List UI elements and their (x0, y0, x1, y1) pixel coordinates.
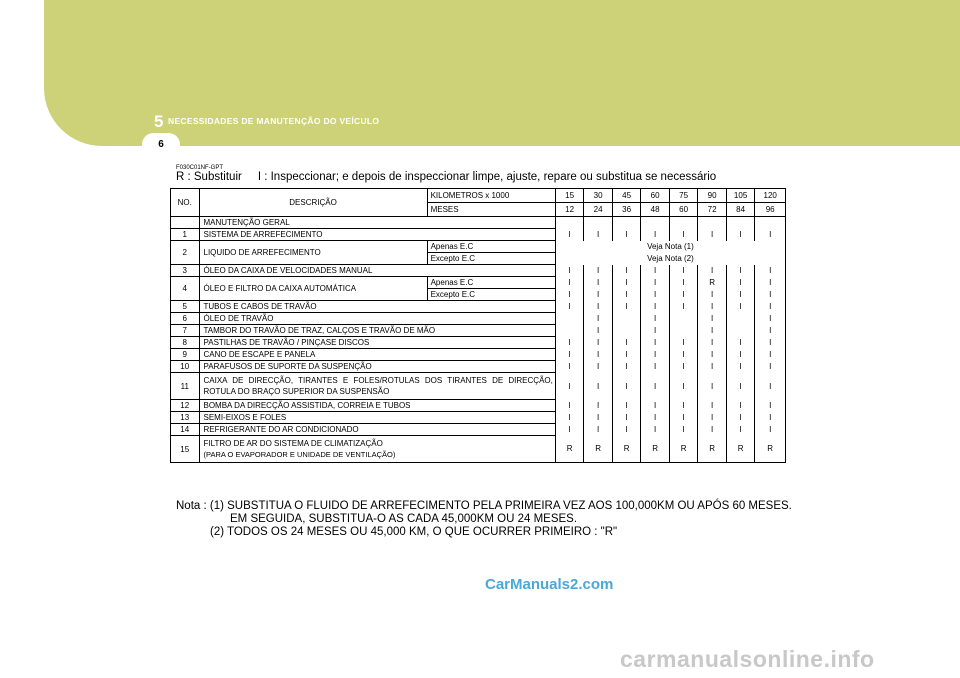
interval-cell (726, 325, 755, 337)
interval-cell: I (726, 289, 755, 301)
interval-cell: I (698, 400, 727, 412)
header-months-value: 24 (584, 203, 613, 217)
interval-cell: I (669, 349, 698, 361)
interval-cell: I (584, 424, 613, 436)
interval-cell: R (726, 436, 755, 463)
interval-cell: I (555, 301, 584, 313)
interval-cell: I (726, 349, 755, 361)
interval-cell: I (698, 289, 727, 301)
interval-cell: I (726, 229, 755, 241)
interval-cell: I (641, 289, 670, 301)
interval-cell: I (755, 301, 786, 313)
interval-cell: I (555, 400, 584, 412)
interval-cell: I (555, 337, 584, 349)
interval-cell: R (698, 436, 727, 463)
interval-cell: I (698, 412, 727, 424)
interval-cell: I (755, 265, 786, 277)
header-months-value: 72 (698, 203, 727, 217)
notes-label: Nota : (176, 500, 207, 512)
interval-cell: I (755, 277, 786, 289)
interval-cell: I (612, 301, 641, 313)
section-number: 5 (154, 112, 164, 131)
header-km-value: 60 (641, 189, 670, 203)
general-label: MANUTENÇÃO GERAL (199, 217, 555, 229)
interval-cell: R (698, 277, 727, 289)
interval-cell: I (669, 373, 698, 400)
interval-cell: I (641, 424, 670, 436)
interval-cell: I (669, 301, 698, 313)
header-months-value: 12 (555, 203, 584, 217)
interval-cell: I (698, 265, 727, 277)
interval-cell: I (584, 349, 613, 361)
row-note: Veja Nota (1) (555, 241, 785, 253)
row-no: 12 (171, 400, 200, 412)
row-no: 3 (171, 265, 200, 277)
interval-cell: I (555, 265, 584, 277)
interval-cell: I (698, 325, 727, 337)
header-km-value: 75 (669, 189, 698, 203)
interval-cell: I (755, 400, 786, 412)
interval-cell: I (669, 361, 698, 373)
interval-cell: I (612, 265, 641, 277)
interval-cell: R (612, 436, 641, 463)
interval-cell: I (641, 400, 670, 412)
interval-cell: I (555, 412, 584, 424)
row-sub-label: Apenas E.C (427, 241, 555, 253)
interval-cell: R (755, 436, 786, 463)
row-no: 8 (171, 337, 200, 349)
interval-cell (555, 313, 584, 325)
interval-cell (555, 325, 584, 337)
interval-cell: I (698, 337, 727, 349)
row-description: ÓLEO DE TRAVÃO (199, 313, 555, 325)
interval-cell: I (726, 265, 755, 277)
interval-cell: I (698, 349, 727, 361)
legend-replace: R : Substituir (176, 171, 242, 183)
interval-cell: I (612, 361, 641, 373)
interval-cell: I (555, 277, 584, 289)
interval-cell: I (669, 265, 698, 277)
interval-cell: I (641, 337, 670, 349)
interval-cell: I (726, 412, 755, 424)
interval-cell: I (755, 412, 786, 424)
row-description: SISTEMA DE ARREFECIMENTO (199, 229, 555, 241)
interval-cell: I (555, 424, 584, 436)
general-cell (755, 217, 786, 229)
general-cell (726, 217, 755, 229)
interval-cell: I (612, 400, 641, 412)
interval-cell: I (755, 361, 786, 373)
interval-cell: I (755, 337, 786, 349)
interval-cell: I (641, 265, 670, 277)
note-2: (2) TODOS OS 24 MESES OU 45,000 KM, O QUE OCURRER PRIMEIRO : "R" (210, 526, 618, 538)
interval-cell: I (698, 361, 727, 373)
row-sub-label: Excepto E.C (427, 289, 555, 301)
interval-cell: I (612, 337, 641, 349)
interval-cell (726, 313, 755, 325)
interval-cell (612, 325, 641, 337)
header-km-value: 120 (755, 189, 786, 203)
interval-cell: I (612, 424, 641, 436)
interval-cell: I (698, 373, 727, 400)
interval-cell: I (641, 229, 670, 241)
header-km-value: 105 (726, 189, 755, 203)
header-km-value: 45 (612, 189, 641, 203)
interval-cell: I (641, 325, 670, 337)
interval-cell: I (612, 277, 641, 289)
watermark-carmanualsonline: carmanualsonline.info (620, 646, 875, 672)
interval-cell: I (726, 337, 755, 349)
interval-cell: I (641, 301, 670, 313)
header-months-value: 60 (669, 203, 698, 217)
row-sub-label: Apenas E.C (427, 277, 555, 289)
interval-cell: I (726, 373, 755, 400)
general-cell (669, 217, 698, 229)
interval-cell: I (698, 229, 727, 241)
interval-cell: I (612, 373, 641, 400)
interval-cell (669, 313, 698, 325)
interval-cell: I (584, 337, 613, 349)
interval-cell: I (755, 313, 786, 325)
row-no: 5 (171, 301, 200, 313)
row-no: 10 (171, 361, 200, 373)
interval-cell: I (555, 349, 584, 361)
interval-cell: I (584, 313, 613, 325)
header-no: NO. (171, 189, 200, 217)
row-description: CAIXA DE DIRECÇÃO, TIRANTES E FOLES/ROTULAS DOS TIRANTES DE DIRECÇÃO, ROTULA DO BRAÇO SUPERIOR DA SUSPENSÃO (199, 373, 555, 400)
interval-cell: I (698, 424, 727, 436)
interval-cell: I (755, 349, 786, 361)
header-km-value: 30 (584, 189, 613, 203)
row-description: ÓLEO DA CAIXA DE VELOCIDADES MANUAL (199, 265, 555, 277)
interval-cell: I (726, 361, 755, 373)
header-months-label: MESES (427, 203, 555, 217)
interval-cell: I (726, 277, 755, 289)
interval-cell: I (669, 412, 698, 424)
row-description: ÓLEO E FILTRO DA CAIXA AUTOMÁTICA (199, 277, 427, 301)
row-no: 15 (171, 436, 200, 463)
interval-cell: I (584, 400, 613, 412)
interval-cell: I (555, 289, 584, 301)
interval-cell: I (669, 337, 698, 349)
interval-cell: I (612, 349, 641, 361)
interval-cell: I (584, 265, 613, 277)
interval-cell: I (755, 289, 786, 301)
row-description-line-1: FILTRO DE AR DO SISTEMA DE CLIMATIZAÇÃO (203, 439, 383, 448)
row-description (199, 436, 555, 463)
interval-cell: I (669, 289, 698, 301)
interval-cell: I (641, 349, 670, 361)
interval-cell: I (669, 424, 698, 436)
interval-cell: I (612, 289, 641, 301)
interval-cell: I (641, 361, 670, 373)
row-description-line-2: (PARA O EVAPORADOR E UNIDADE DE VENTILAÇÃO) (203, 450, 396, 459)
row-no: 2 (171, 241, 200, 265)
interval-cell: I (726, 424, 755, 436)
row-no: 13 (171, 412, 200, 424)
interval-cell: I (669, 277, 698, 289)
notes (176, 500, 792, 539)
general-cell (584, 217, 613, 229)
page-number: 6 (142, 133, 180, 156)
row-no: 6 (171, 313, 200, 325)
general-cell (612, 217, 641, 229)
interval-cell (669, 325, 698, 337)
interval-cell: I (641, 277, 670, 289)
header-km-value: 90 (698, 189, 727, 203)
general-no (171, 217, 200, 229)
row-description: CANO DE ESCAPE E PANELA (199, 349, 555, 361)
header-months-value: 96 (755, 203, 786, 217)
maintenance-table (170, 188, 786, 463)
row-note: Veja Nota (2) (555, 253, 785, 265)
interval-cell: I (669, 400, 698, 412)
interval-cell: I (584, 229, 613, 241)
row-description: PASTILHAS DE TRAVÃO / PINÇASE DISCOS (199, 337, 555, 349)
interval-cell: I (555, 229, 584, 241)
interval-cell: I (755, 229, 786, 241)
interval-cell: I (555, 373, 584, 400)
doc-code: F030C01NF-GPT (176, 165, 224, 171)
header-km-label: KILOMETROS x 1000 (427, 189, 555, 203)
header-months-value: 36 (612, 203, 641, 217)
row-no: 14 (171, 424, 200, 436)
row-no: 4 (171, 277, 200, 301)
note-1-line-2: EM SEGUIDA, SUBSTITUA-O AS CADA 45,000KM OU 24 MESES. (230, 513, 578, 525)
interval-cell: I (612, 412, 641, 424)
interval-cell: R (555, 436, 584, 463)
interval-cell: I (584, 361, 613, 373)
interval-cell: I (641, 412, 670, 424)
row-no: 7 (171, 325, 200, 337)
row-no: 11 (171, 373, 200, 400)
interval-cell: R (669, 436, 698, 463)
row-description: REFRIGERANTE DO AR CONDICIONADO (199, 424, 555, 436)
legend-inspect: I : Inspeccionar; e depois de inspeccionar limpe, ajuste, repare ou substitua se necessário (257, 171, 717, 183)
interval-cell: I (584, 289, 613, 301)
interval-cell: I (726, 301, 755, 313)
interval-cell: I (755, 424, 786, 436)
note-1-line-1: (1) SUBSTITUA O FLUIDO DE ARREFECIMENTO PELA PRIMEIRA VEZ AOS 100,000KM OU APÓS 60 MESES. (209, 500, 792, 512)
interval-cell: I (755, 373, 786, 400)
row-description: PARAFUSOS DE SUPORTE DA SUSPENÇÃO (199, 361, 555, 373)
interval-cell: I (584, 373, 613, 400)
header-months-value: 84 (726, 203, 755, 217)
header-description: DESCRIÇÃO (199, 189, 427, 217)
interval-cell: I (555, 361, 584, 373)
row-description: TAMBOR DO TRAVÃO DE TRAZ, CALÇOS E TRAVÃO DE MÃO (199, 325, 555, 337)
interval-cell: I (641, 373, 670, 400)
interval-cell: I (584, 412, 613, 424)
section-title: NECESSIDADES DE MANUTENÇÃO DO VEÍCULO (168, 116, 380, 126)
interval-cell: I (726, 400, 755, 412)
interval-cell: R (641, 436, 670, 463)
interval-cell: I (755, 325, 786, 337)
row-description: LIQUIDO DE ARREFECIMENTO (199, 241, 427, 265)
row-no: 1 (171, 229, 200, 241)
header-km-value: 15 (555, 189, 584, 203)
row-no: 9 (171, 349, 200, 361)
interval-cell: I (584, 301, 613, 313)
interval-cell: I (584, 325, 613, 337)
row-sub-label: Excepto E.C (427, 253, 555, 265)
row-description: BOMBA DA DIRECÇÃO ASSISTIDA, CORREIA E TUBOS (199, 400, 555, 412)
legend (176, 171, 716, 183)
interval-cell (612, 313, 641, 325)
row-description: SEMI-EIXOS E FOLES (199, 412, 555, 424)
general-cell (698, 217, 727, 229)
interval-cell: I (669, 229, 698, 241)
watermark-carmanuals2[interactable]: CarManuals2.com (485, 576, 614, 593)
general-cell (555, 217, 584, 229)
interval-cell: I (698, 313, 727, 325)
interval-cell: I (698, 301, 727, 313)
interval-cell: I (584, 277, 613, 289)
interval-cell: I (612, 229, 641, 241)
general-cell (641, 217, 670, 229)
interval-cell: I (641, 313, 670, 325)
interval-cell: R (584, 436, 613, 463)
header-months-value: 48 (641, 203, 670, 217)
row-description: TUBOS E CABOS DE TRAVÃO (199, 301, 555, 313)
